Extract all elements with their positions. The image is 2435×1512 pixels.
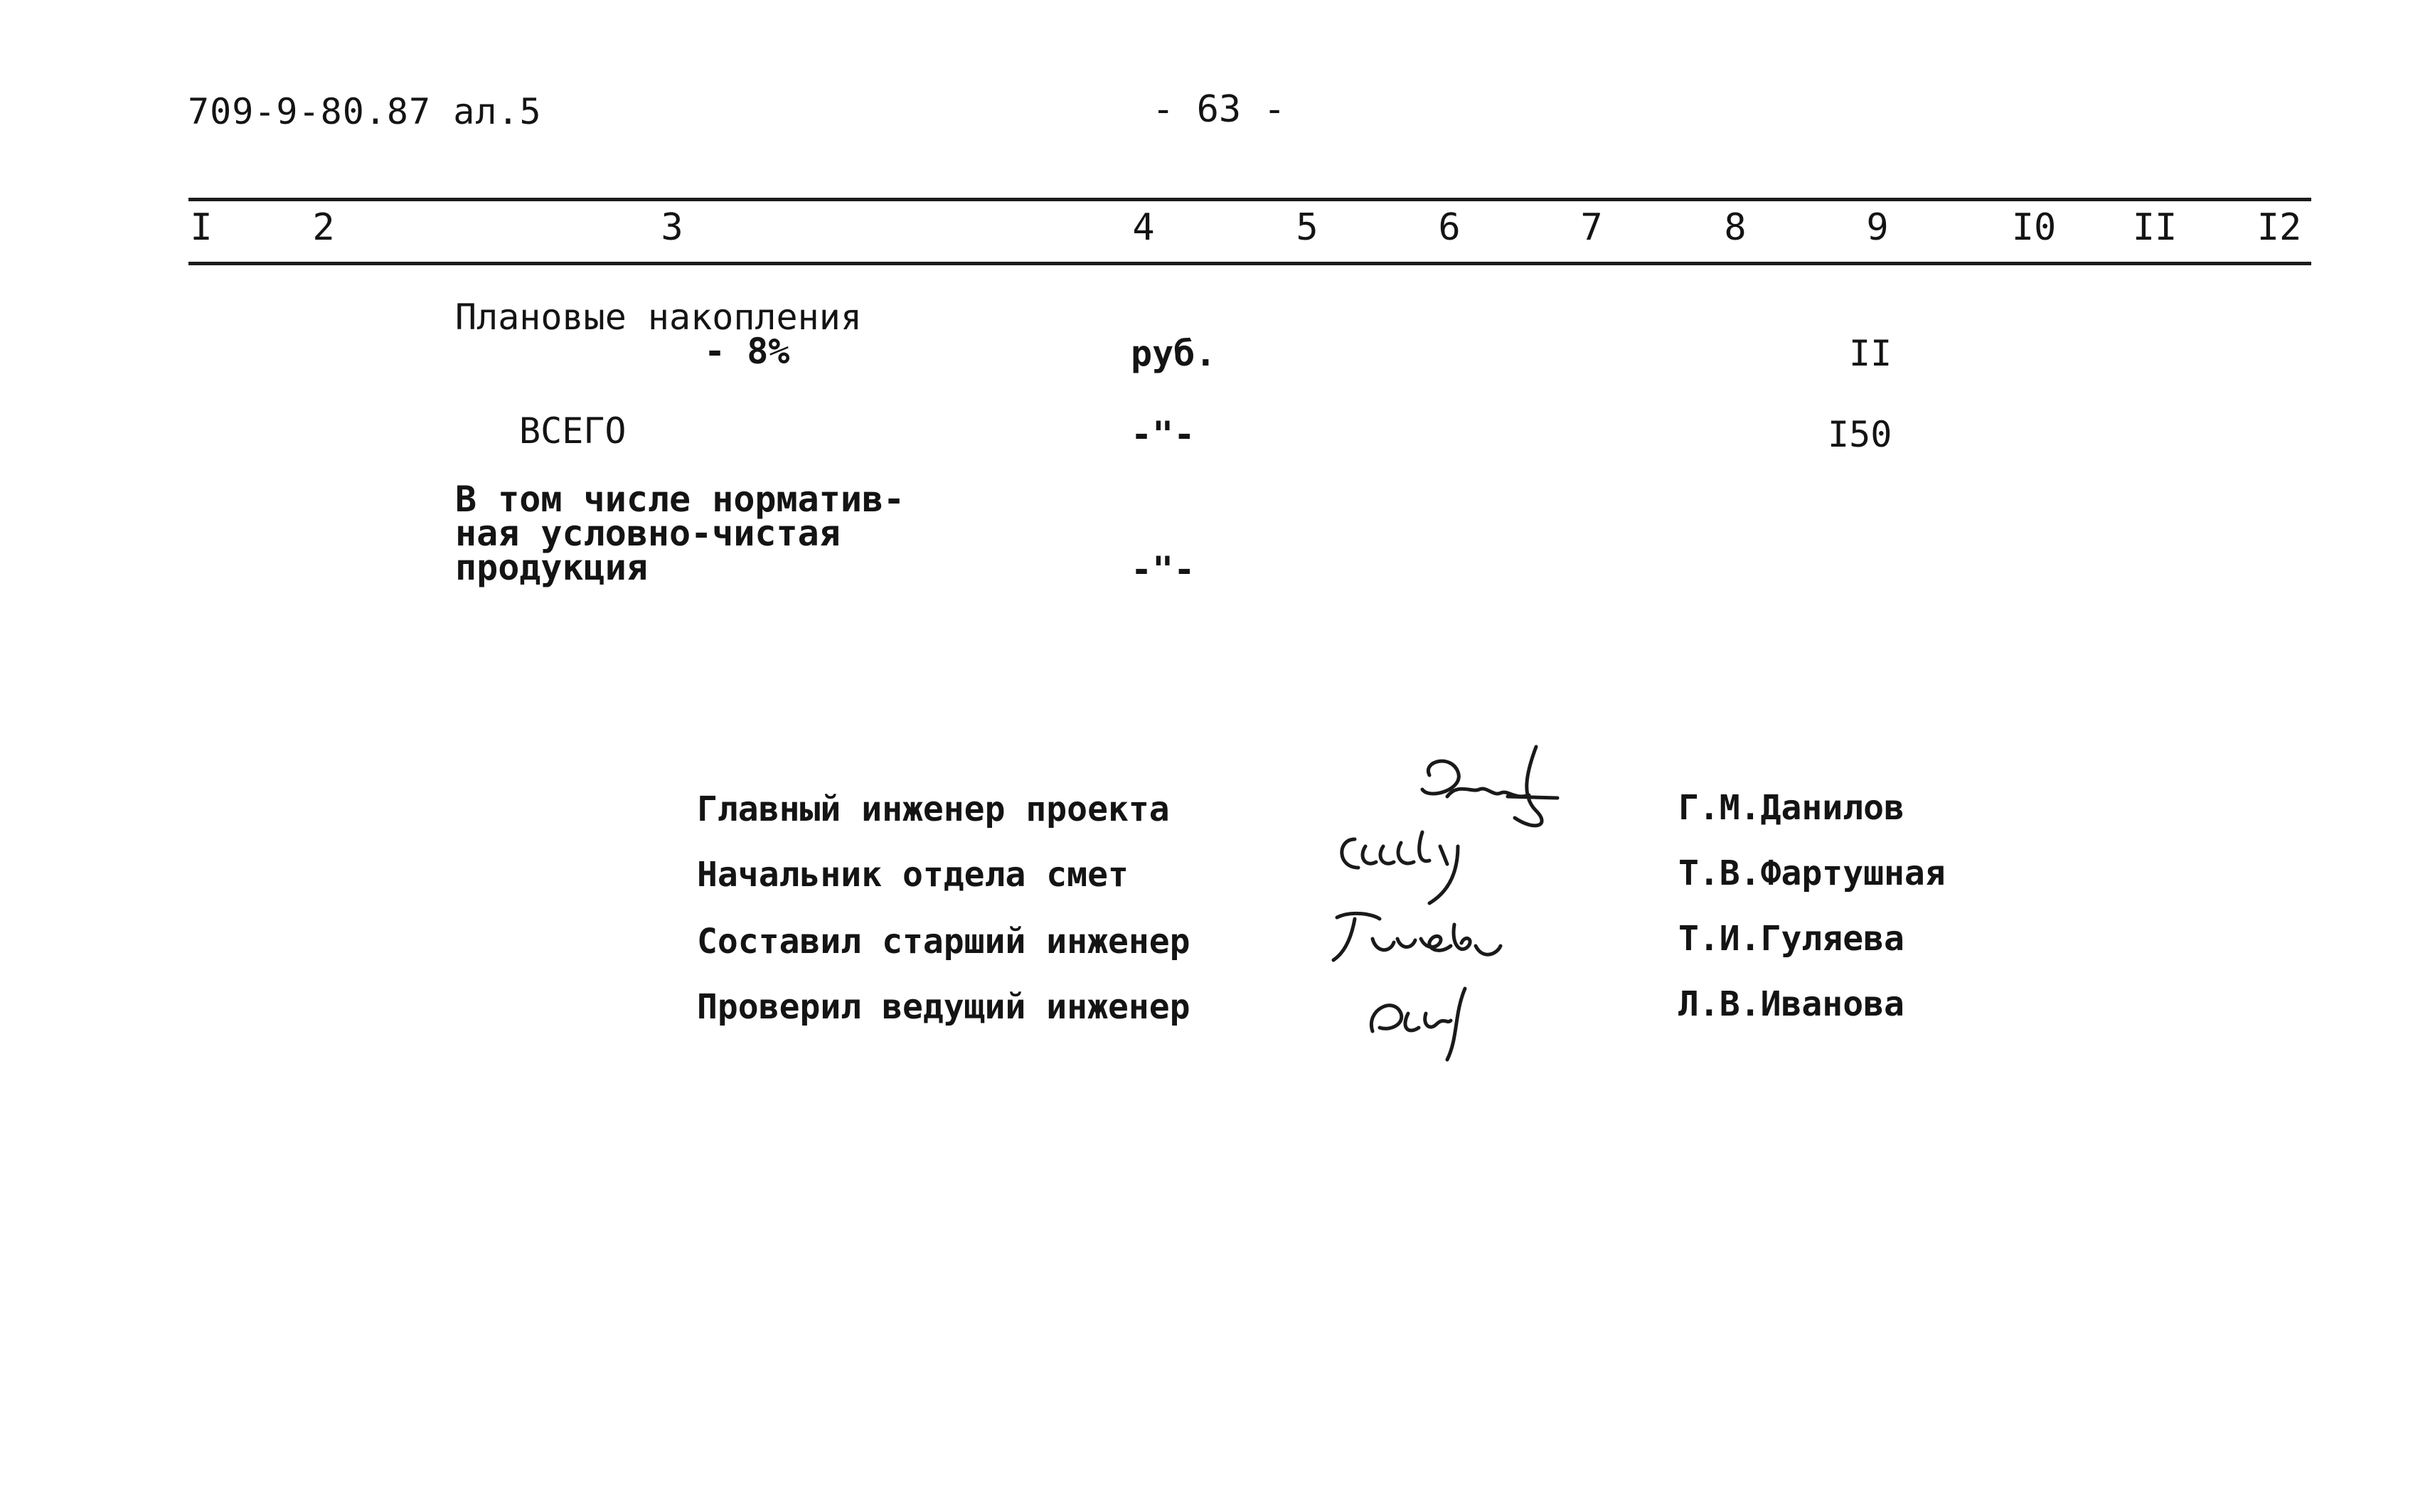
signature-ivanova bbox=[1371, 989, 1465, 1060]
handwritten-signatures bbox=[1323, 733, 1636, 1074]
row-unit: -"- bbox=[1131, 414, 1195, 455]
signatory-role: Составил старший инженер bbox=[697, 922, 1190, 962]
column-number-3: 3 bbox=[661, 206, 683, 249]
row-label: ВСЕГО bbox=[519, 410, 627, 452]
signatory-name: Г.М.Данилов bbox=[1678, 788, 1904, 828]
document-code: 709-9-80.87 ал.5 bbox=[188, 91, 542, 132]
row-value-col9: I50 bbox=[1828, 414, 1892, 455]
signatory-role: Начальник отдела смет bbox=[697, 855, 1129, 895]
row-label-percent: - 8% bbox=[704, 331, 790, 372]
page-number: - 63 - bbox=[1152, 88, 1286, 131]
column-number-4: 4 bbox=[1132, 206, 1155, 249]
row-label: В том числе норматив- bbox=[455, 479, 905, 520]
signatory-name: Т.И.Гуляева bbox=[1678, 919, 1904, 959]
signature-gulyaeva bbox=[1333, 913, 1501, 960]
signatory-name: Л.В.Иванова bbox=[1678, 984, 1904, 1024]
table-top-rule bbox=[188, 198, 2311, 201]
signatory-name: Т.В.Фартушная bbox=[1678, 853, 1946, 893]
column-number-2: 2 bbox=[312, 206, 335, 249]
signatory-role: Главный инженер проекта bbox=[697, 789, 1170, 829]
row-unit: руб. bbox=[1131, 333, 1217, 374]
column-number-12: I2 bbox=[2256, 206, 2302, 249]
row-unit: -"- bbox=[1131, 549, 1195, 590]
row-value-col9: II bbox=[1849, 333, 1892, 374]
column-number-10: I0 bbox=[2011, 206, 2057, 249]
column-number-9: 9 bbox=[1866, 206, 1889, 249]
column-number-6: 6 bbox=[1438, 206, 1461, 249]
signature-danilov bbox=[1422, 747, 1557, 826]
row-label-line2: ная условно-чистая bbox=[455, 513, 841, 554]
table-header-bottom-rule bbox=[188, 262, 2311, 265]
column-number-11: II bbox=[2132, 206, 2178, 249]
column-number-8: 8 bbox=[1724, 206, 1747, 249]
row-label: Плановые накопления bbox=[455, 297, 862, 338]
row-label-line3: продукция bbox=[455, 547, 648, 588]
column-number-7: 7 bbox=[1580, 206, 1603, 249]
signature-fartushnaya bbox=[1342, 832, 1458, 903]
column-number-1: I bbox=[190, 206, 213, 249]
column-number-5: 5 bbox=[1296, 206, 1318, 249]
signatory-role: Проверил ведущий инженер bbox=[697, 987, 1190, 1027]
